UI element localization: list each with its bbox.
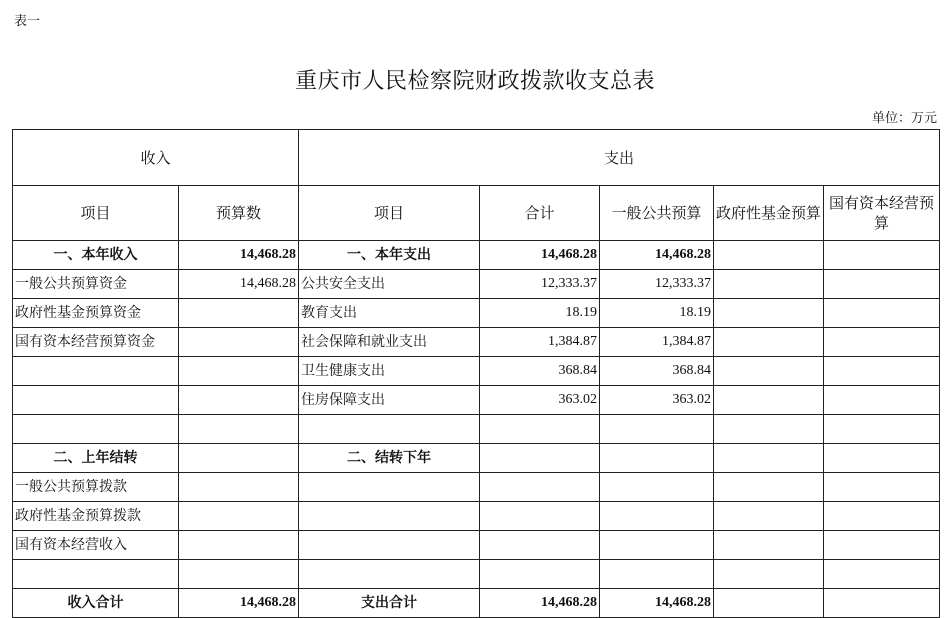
exp-govfund-cell — [714, 328, 824, 357]
header-row-columns — [13, 186, 940, 241]
exp-govfund-cell — [714, 386, 824, 415]
expenditure-header: 支出 — [299, 130, 940, 186]
exp-general-cell — [600, 502, 714, 531]
income-value-cell: 14,468.28 — [179, 241, 299, 270]
exp-stateown-cell — [824, 328, 940, 357]
income-value-cell — [179, 473, 299, 502]
exp-item-cell: 一、本年支出 — [299, 241, 480, 270]
budget-summary-table — [12, 129, 940, 618]
exp-item-cell — [299, 560, 480, 589]
exp-stateown-header: 国有资本经营预算 — [824, 186, 940, 241]
income-item-cell — [13, 386, 179, 415]
exp-total-cell — [480, 415, 600, 444]
totals-row — [13, 589, 940, 618]
exp-stateown-cell — [824, 241, 940, 270]
exp-govfund-cell — [714, 415, 824, 444]
exp-govfund-cell — [714, 531, 824, 560]
exp-general-cell — [600, 531, 714, 560]
exp-stateown-cell — [824, 560, 940, 589]
table-row — [13, 502, 940, 531]
exp-govfund-cell — [714, 560, 824, 589]
exp-total-cell: 14,468.28 — [480, 241, 600, 270]
exp-total-cell — [480, 502, 600, 531]
income-item-cell — [13, 415, 179, 444]
exp-govfund-total — [714, 589, 824, 618]
exp-govfund-cell — [714, 270, 824, 299]
exp-govfund-cell — [714, 241, 824, 270]
exp-item-cell: 卫生健康支出 — [299, 357, 480, 386]
income-item-cell: 国有资本经营收入 — [13, 531, 179, 560]
table-row — [13, 415, 940, 444]
exp-stateown-cell — [824, 299, 940, 328]
exp-govfund-cell — [714, 502, 824, 531]
income-value-cell — [179, 357, 299, 386]
income-value-cell — [179, 444, 299, 473]
exp-total-cell — [480, 444, 600, 473]
exp-stateown-cell — [824, 357, 940, 386]
exp-govfund-cell — [714, 357, 824, 386]
income-value-cell — [179, 299, 299, 328]
income-item-cell: 二、上年结转 — [13, 444, 179, 473]
exp-total-value: 14,468.28 — [480, 589, 600, 618]
exp-stateown-cell — [824, 473, 940, 502]
income-value-cell — [179, 531, 299, 560]
income-value-cell — [179, 502, 299, 531]
income-item-cell: 一般公共预算拨款 — [13, 473, 179, 502]
exp-stateown-cell — [824, 444, 940, 473]
table-label: 表一 — [14, 14, 41, 29]
exp-item-cell — [299, 473, 480, 502]
exp-general-cell — [600, 473, 714, 502]
exp-item-cell: 社会保障和就业支出 — [299, 328, 480, 357]
table-row — [13, 444, 940, 473]
exp-item-cell: 教育支出 — [299, 299, 480, 328]
exp-general-cell — [600, 415, 714, 444]
exp-total-label: 支出合计 — [299, 589, 480, 618]
table-row — [13, 328, 940, 357]
table-row — [13, 560, 940, 589]
income-item-cell — [13, 560, 179, 589]
exp-total-header: 合计 — [480, 186, 600, 241]
income-item-cell: 政府性基金预算拨款 — [13, 502, 179, 531]
exp-item-cell — [299, 531, 480, 560]
exp-govfund-cell — [714, 444, 824, 473]
exp-stateown-cell — [824, 415, 940, 444]
income-item-cell: 政府性基金预算资金 — [13, 299, 179, 328]
exp-item-cell: 住房保障支出 — [299, 386, 480, 415]
exp-general-total: 14,468.28 — [600, 589, 714, 618]
exp-govfund-header: 政府性基金预算 — [714, 186, 824, 241]
exp-general-cell: 18.19 — [600, 299, 714, 328]
exp-stateown-cell — [824, 386, 940, 415]
exp-total-cell: 18.19 — [480, 299, 600, 328]
table-row — [13, 386, 940, 415]
income-item-cell: 一般公共预算资金 — [13, 270, 179, 299]
exp-item-header: 项目 — [299, 186, 480, 241]
unit-note: 单位：万元 — [871, 111, 937, 126]
income-value-cell — [179, 328, 299, 357]
income-item-cell: 一、本年收入 — [13, 241, 179, 270]
exp-general-cell: 368.84 — [600, 357, 714, 386]
page-title: 重庆市人民检察院财政拨款收支总表 — [294, 69, 655, 94]
exp-item-cell — [299, 415, 480, 444]
exp-govfund-cell — [714, 473, 824, 502]
exp-stateown-cell — [824, 502, 940, 531]
table-row — [13, 270, 940, 299]
exp-total-cell — [480, 473, 600, 502]
exp-total-cell: 368.84 — [480, 357, 600, 386]
exp-total-cell — [480, 531, 600, 560]
exp-govfund-cell — [714, 299, 824, 328]
exp-general-cell: 14,468.28 — [600, 241, 714, 270]
exp-general-cell: 1,384.87 — [600, 328, 714, 357]
table-row — [13, 299, 940, 328]
table-row — [13, 473, 940, 502]
exp-general-header: 一般公共预算 — [600, 186, 714, 241]
exp-item-cell — [299, 502, 480, 531]
exp-total-cell — [480, 560, 600, 589]
exp-total-cell: 12,333.37 — [480, 270, 600, 299]
income-value-cell — [179, 560, 299, 589]
exp-stateown-cell — [824, 531, 940, 560]
income-budget-header: 预算数 — [179, 186, 299, 241]
income-value-cell — [179, 386, 299, 415]
exp-stateown-total — [824, 589, 940, 618]
table-row — [13, 241, 940, 270]
exp-total-cell: 363.02 — [480, 386, 600, 415]
exp-stateown-cell — [824, 270, 940, 299]
income-total-label: 收入合计 — [13, 589, 179, 618]
exp-total-cell: 1,384.87 — [480, 328, 600, 357]
table-row — [13, 357, 940, 386]
exp-general-cell: 12,333.37 — [600, 270, 714, 299]
exp-item-cell: 公共安全支出 — [299, 270, 480, 299]
income-total-value: 14,468.28 — [179, 589, 299, 618]
exp-item-cell: 二、结转下年 — [299, 444, 480, 473]
income-item-cell: 国有资本经营预算资金 — [13, 328, 179, 357]
income-value-cell — [179, 415, 299, 444]
exp-general-cell — [600, 560, 714, 589]
income-value-cell: 14,468.28 — [179, 270, 299, 299]
income-header: 收入 — [13, 130, 299, 186]
header-row-top — [13, 130, 940, 186]
income-item-cell — [13, 357, 179, 386]
exp-general-cell: 363.02 — [600, 386, 714, 415]
table-row — [13, 531, 940, 560]
income-item-header: 项目 — [13, 186, 179, 241]
exp-general-cell — [600, 444, 714, 473]
